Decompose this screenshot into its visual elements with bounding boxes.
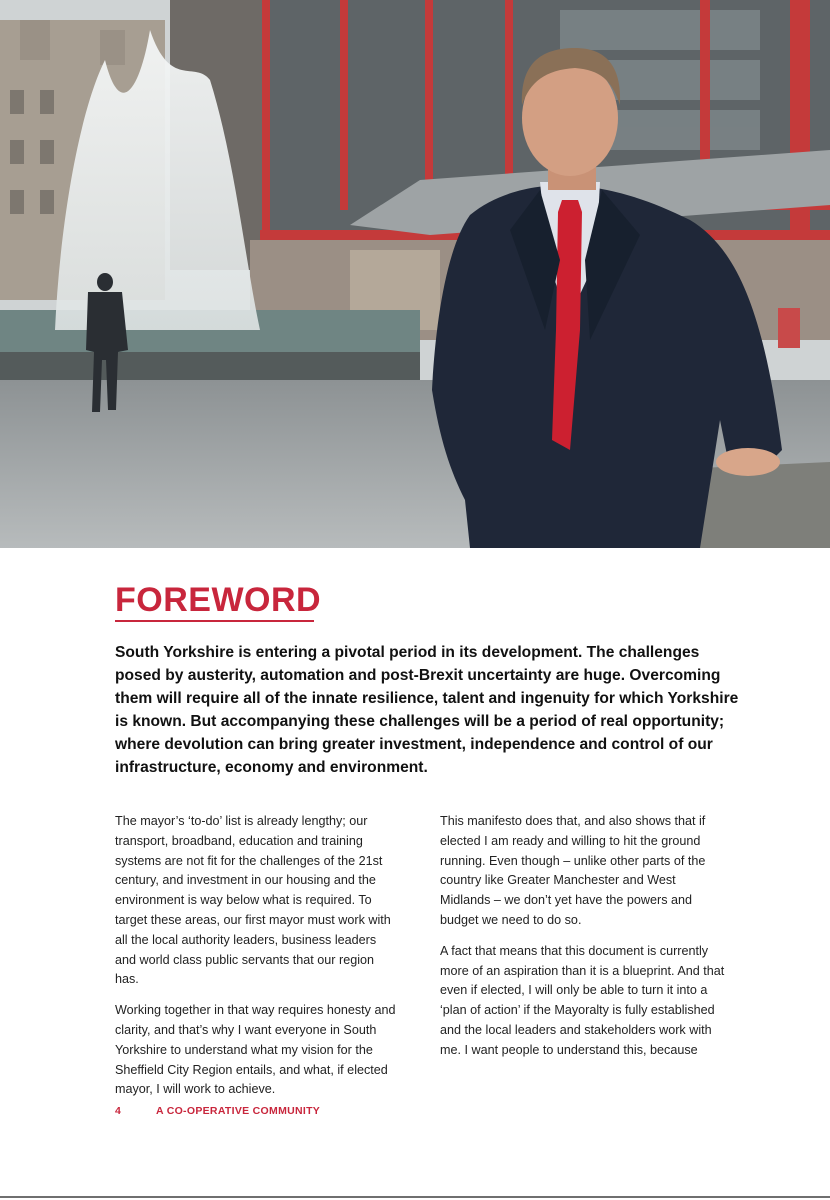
body-paragraph: A fact that means that this document is currently more of an aspiration than it is a blueprint. And that even if elected, I will only be able to turn it into a ‘plan of action’ if the Mayoralty is fully established and the local leaders and stakeholders work with me. I want people to understand this, because: [440, 943, 725, 1057]
body-paragraph: This manifesto does that, and also shows that if elected I am ready and willing to hit the ground running. Even though – unlike other parts of the country like Greater Manchester and West Midlands – we don’t yet have the powers and budget we need to do so.: [440, 814, 706, 927]
hero-photo: [0, 0, 830, 548]
body-paragraph: The mayor’s ‘to-do’ list is already lengthy; our transport, broadband, education and training systems are not fit for the challenges of the 21st century, and investment in our housing and the environment is way below what is required. To target these areas, our first mayor must work with all the local authority leaders, business leaders and world class public servants that our region has.: [115, 814, 391, 987]
title-underline: [115, 620, 314, 622]
page-title: FOREWORD: [115, 581, 322, 619]
page-bottom-rule: [0, 1196, 830, 1198]
section-title: A CO-OPERATIVE COMMUNITY: [156, 1105, 321, 1117]
hero-photo-illustration: [0, 0, 830, 548]
body-column-left: [115, 812, 400, 1111]
body-paragraph: Working together in that way requires honesty and clarity, and that’s why I want everyone in South Yorkshire to understand what my vision for the Sheffield City Region entails, and what, if elected mayor, I will work to achieve.: [115, 1003, 396, 1097]
lead-paragraph: South Yorkshire is entering a pivotal period in its development. The challenges posed by austerity, automation and post-Brexit uncertainty are huge. Overcoming them will require all of the innate resilience, talent and ingenuity for which Yorkshire is known. But accompanying these challenges will be a period of real opportunity; where devolution can bring greater investment, independence and control of our infrastructure, economy and environment.: [115, 644, 739, 776]
page-number: 4: [115, 1105, 122, 1117]
body-column-right: [440, 812, 725, 1072]
